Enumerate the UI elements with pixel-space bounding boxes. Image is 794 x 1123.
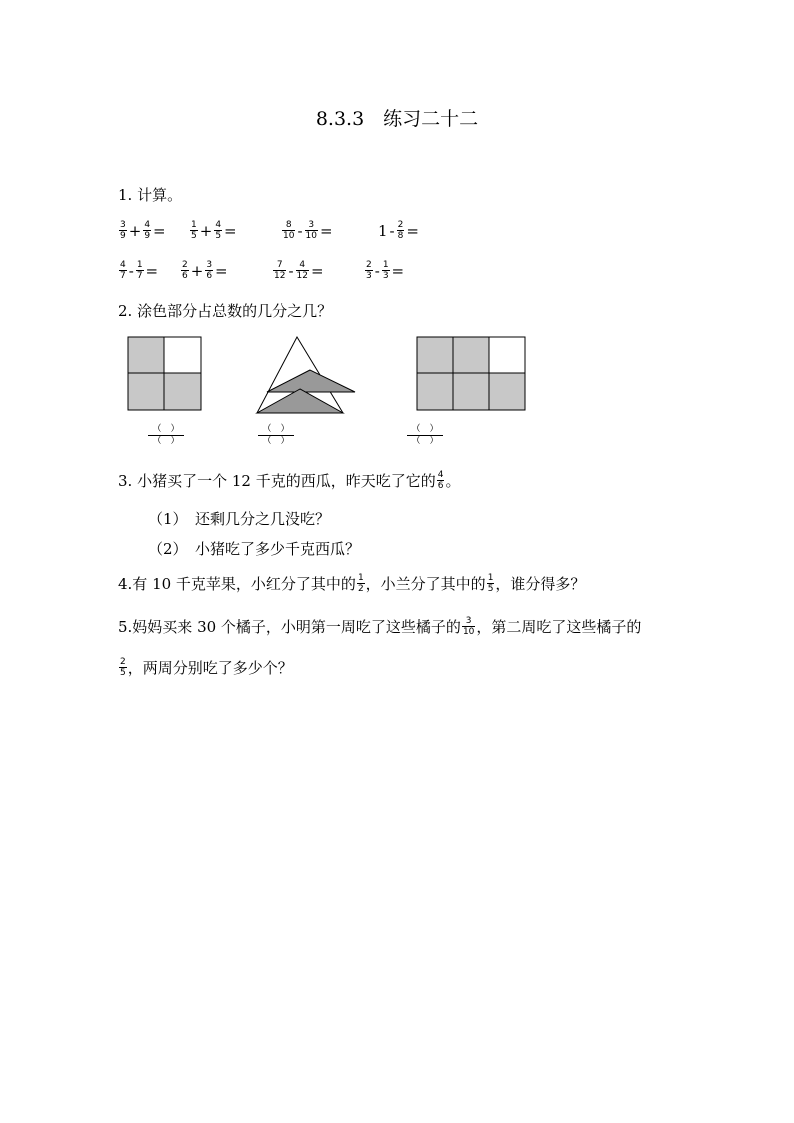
expr-2-4: $\frac{2}{3}$ - $\frac{1}{3}$ =	[366, 260, 405, 281]
question-5-line-1: 5.妈妈买来 30 个橘子，小明第一周吃了这些橘子的 $\frac{3}{10}$ ，第二周吃了这些橘子的	[118, 616, 642, 637]
answer-blank-fraction[interactable]: （ ） （ ）	[258, 424, 294, 447]
blank-cell	[164, 337, 201, 373]
shaded-cell	[128, 337, 164, 373]
square-grid-figure	[127, 336, 203, 412]
fraction: $\frac{3}{9}$	[120, 220, 126, 241]
answer-blank-fraction[interactable]: （ ） （ ）	[148, 424, 184, 447]
expr-2-3: $\frac{7}{12}$ - $\frac{4}{12}$ =	[274, 260, 324, 281]
question-3-sub-1: （1） 还剩几分之几没吃？	[148, 510, 331, 528]
shaded-cell	[453, 373, 489, 410]
fraction: $\frac{1}{7}$	[136, 260, 143, 281]
question-3-sub-2: （2） 小猪吃了多少千克西瓜？	[148, 540, 361, 558]
rect-grid-figure	[416, 336, 528, 412]
shaded-cell	[453, 337, 489, 373]
fraction: $\frac{4}{7}$	[120, 260, 126, 281]
question-1-label: 1. 计算。	[118, 186, 183, 204]
question-3: 3. 小猪买了一个 12 千克的西瓜，昨天吃了它的 $\frac{4}{6}$ 。	[118, 470, 461, 491]
fraction: $\frac{1}{3}$	[382, 260, 389, 281]
fraction: $\frac{8}{10}$	[283, 220, 295, 241]
answer-blank-fraction[interactable]: （ ） （ ）	[407, 424, 443, 447]
fraction: $\frac{3}{10}$	[462, 616, 475, 637]
triangle-figure	[255, 334, 359, 416]
fraction: $\frac{7}{12}$	[274, 260, 286, 281]
fraction: $\frac{2}{5}$	[120, 657, 126, 678]
question-5-line-2: $\frac{2}{5}$ ，两周分别吃了多少个？	[120, 657, 293, 678]
shaded-cell	[164, 373, 201, 410]
expr-1-3: $\frac{8}{10}$ - $\frac{3}{10}$ =	[283, 220, 333, 241]
fraction: $\frac{3}{10}$	[305, 220, 317, 241]
shaded-cell	[128, 373, 164, 410]
fraction: $\frac{2}{3}$	[366, 260, 372, 281]
fraction: $\frac{1}{5}$	[487, 573, 494, 594]
expr-1-4: 1 - $\frac{2}{8}$ =	[378, 220, 419, 241]
expr-2-1: $\frac{4}{7}$ - $\frac{1}{7}$ =	[120, 260, 159, 281]
expr-2-2: $\frac{2}{6}$ + $\frac{3}{6}$ =	[182, 260, 228, 281]
shaded-cell	[417, 373, 453, 410]
question-4: 4.有 10 千克苹果，小红分了其中的 $\frac{1}{2}$ ，小兰分了其中的 $\frac{1}{5}$ ，谁分得多？	[118, 573, 586, 594]
fraction: $\frac{2}{8}$	[397, 220, 404, 241]
fraction: $\frac{4}{5}$	[215, 220, 222, 241]
fraction: $\frac{4}{9}$	[144, 220, 151, 241]
fraction: $\frac{2}{6}$	[182, 260, 188, 281]
fraction: $\frac{1}{5}$	[191, 220, 197, 241]
blank-cell	[489, 337, 525, 373]
fraction: $\frac{3}{6}$	[206, 260, 213, 281]
expr-1-1: $\frac{3}{9}$ + $\frac{4}{9}$ =	[120, 220, 166, 241]
fraction: $\frac{4}{6}$	[437, 470, 444, 491]
fraction: $\frac{1}{2}$	[357, 573, 364, 594]
shaded-cell	[489, 373, 525, 410]
fraction: $\frac{4}{12}$	[296, 260, 308, 281]
question-2-label: 2. 涂色部分占总数的几分之几？	[118, 302, 333, 320]
shaded-cell	[417, 337, 453, 373]
page-title: 8.3.3 练习二十二	[315, 108, 479, 130]
expr-1-2: $\frac{1}{5}$ + $\frac{4}{5}$ =	[191, 220, 237, 241]
